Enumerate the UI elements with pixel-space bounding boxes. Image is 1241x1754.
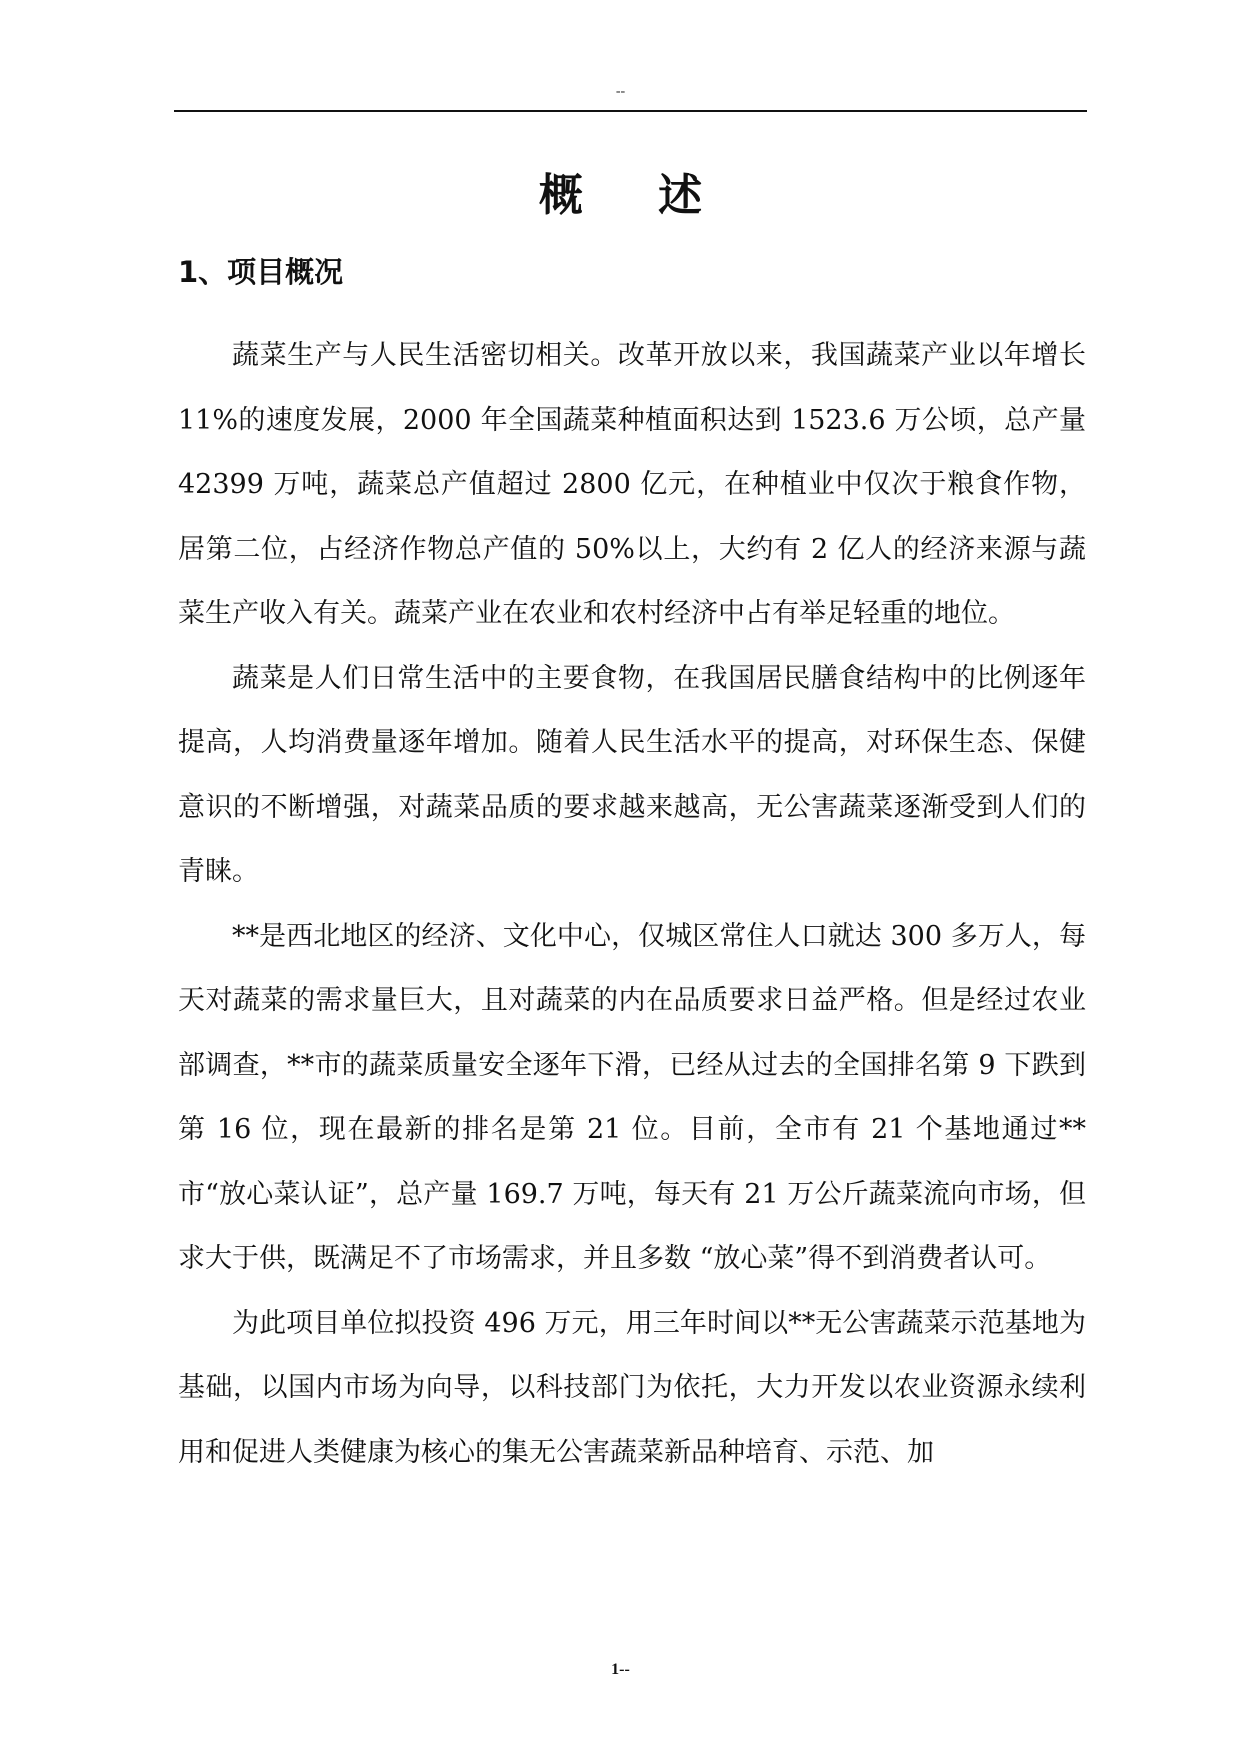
- page-header-mark: --: [615, 84, 626, 99]
- section-heading: 1、项目概况: [178, 255, 344, 289]
- page-number: 1--: [611, 1661, 630, 1678]
- header-divider: [174, 110, 1087, 112]
- paragraph-3: **是西北地区的经济、文化中心，仅城区常住人口就达 300 多万人，每天对蔬菜的需求量巨大，且对蔬菜的内在品质要求日益严格。但是经过农业部调查，**市的蔬菜质量安全逐年下滑，已经从过去的全国排名第 9 下跌到第 16 位，现在最新的排名是第 21 位。目前，全市有 21 个基地通过**市“放心菜认证”，总产量 169.7 万吨，每天有 21 万公斤蔬菜流向市场，但求大于供，既满足不了市场需求，并且多数 “放心菜”得不到消费者认可。: [178, 920, 1086, 1274]
- paragraph-1: 蔬菜生产与人民生活密切相关。改革开放以来，我国蔬菜产业以年增长 11%的速度发展，2000 年全国蔬菜种植面积达到 1523.6 万公顷，总产量 42399 万吨，蔬菜总产值超过 2800 亿元，在种植业中仅次于粮食作物，居第二位，占经济作物总产值的 50%以上，大约有 2 亿人的经济来源与蔬菜生产收入有关。蔬菜产业在农业和农村经济中占有举足轻重的地位。: [178, 340, 1086, 629]
- paragraph-2: 蔬菜是人们日常生活中的主要食物，在我国居民膳食结构中的比例逐年提高，人均消费量逐年增加。随着人民生活水平的提高，对环保生态、保健意识的不断增强，对蔬菜品质的要求越来越高，无公害蔬菜逐渐受到人们的青睐。: [178, 662, 1086, 887]
- paragraph-4: 为此项目单位拟投资 496 万元，用三年时间以**无公害蔬菜示范基地为基础，以国内市场为向导，以科技部门为依托，大力开发以农业资源永续利用和促进人类健康为核心的集无公害蔬菜新品种培育、示范、加: [178, 1307, 1086, 1468]
- page-title: 概 述: [538, 170, 733, 221]
- document-body: [178, 324, 1086, 1485]
